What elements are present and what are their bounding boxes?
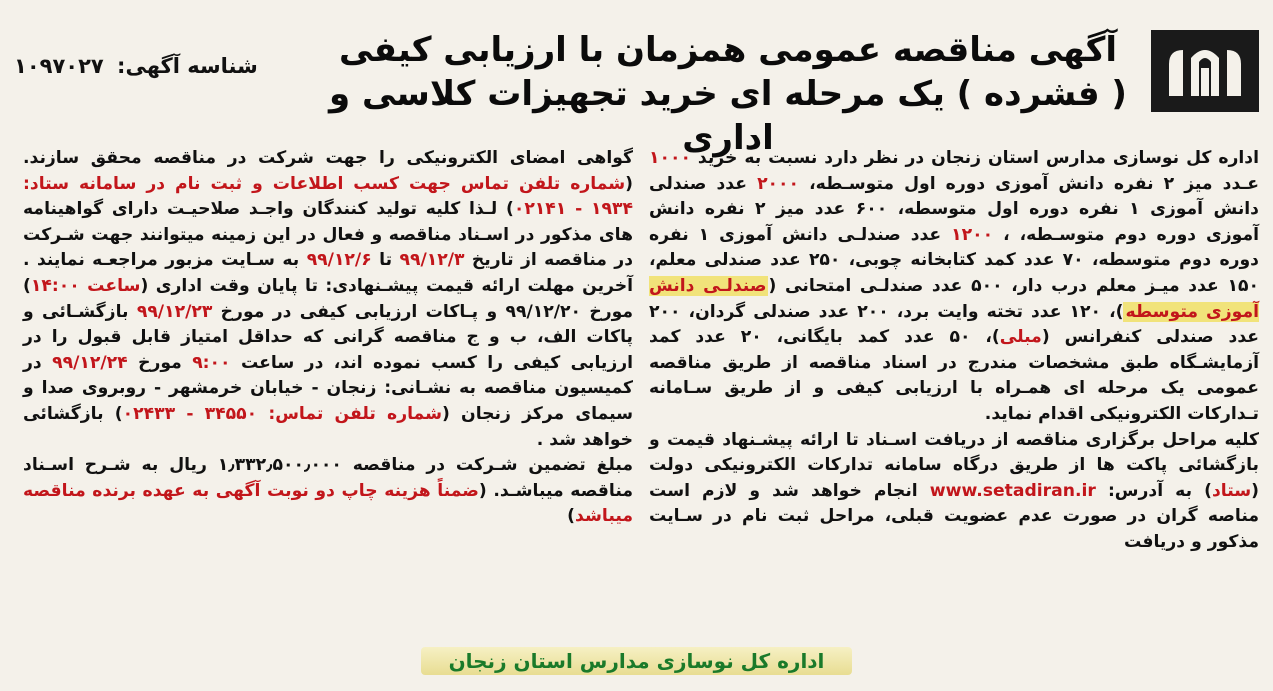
text: اداره کل نوسازی مدارس استان زنجان در نظر دارد نسبت به خرید (697, 148, 1259, 168)
quantity: ۱۰۰۰ (649, 148, 691, 168)
text: انجام خواهد شد و لازم است مناصه گران در صورت عدم عضویت قبلی، مراحل ثبت نام در سـایت مذکور و دریافت (649, 480, 1259, 552)
setad-phone: شماره تلفن تماس جهت کسب اطلاعات و ثبت نام در سامانه ستاد: ۱۹۳۴ - ۰۲۱۴۱ (23, 173, 633, 220)
text: ) به آدرس: (1107, 480, 1212, 501)
text: بازگشـائی و پاکات الف، ب و ج مناقصه گرانی که حداقل امتیاز قابل قبول را در ارزیابی کیفی را کسب نموده اند، در ساعت (23, 301, 634, 373)
contact-phone: شماره تلفن تماس: ۳۴۵۵۰ - ۰۲۴۳۳ (122, 403, 442, 424)
text: ) بازگشائی خواهد شد . (23, 403, 633, 450)
title-line-1: آگهی مناقصه عمومی همزمان با ارزیابی کیفی (338, 30, 1118, 70)
text: عدد صندلی دانش آموزی ۱ نفره دوره اول متوسطه، ۶۰۰ عدد میز ۲ نفره دانش آموزی دوره دوم متوسـطه، ، (649, 173, 1259, 245)
date: ۹۹/۱۲/۲۴ (52, 352, 128, 373)
text: )، ۱۲۰ عدد تخته وایت برد، ۲۰۰ عدد صندلی گردان، ۲۰۰ عدد صندلی کنفرانس ( (649, 301, 1259, 348)
footer-organization: اداره کل نوسازی مدارس استان زنجان (421, 647, 853, 675)
date: ۹۹/۱۲/۳ (399, 250, 465, 271)
text: گواهی امضای الکترونیکی را جهت شرکت در مناقصه محقق سازند. ( (23, 148, 633, 194)
setad-url-link[interactable]: www.setadiran.ir (929, 480, 1096, 501)
title-line-2: ( فشرده ) یک مرحله ای خرید تجهیزات کلاسی و اداری (329, 74, 1127, 158)
body-right-column (649, 146, 1259, 556)
text: کلیه مراحل برگزاری مناقصه از دریافت اسـناد تا ارائه پیشـنهاد قیمت و بازگشائی پاکت ها از طریق درگاه سامانه تدارکات الکترونیکی دولت ( (649, 429, 1260, 501)
text: عدد صندلـی دانش آموزی ۱ نفره دوره دوم متوسطه، ۷۰ عدد کمد کتابخانه چوبی، ۲۵۰ عدد صندلی معلم، ۱۵۰ عدد میـز معلم درب دار، ۵۰۰ عدد صندلـی امتحانی ( (649, 224, 1259, 296)
highlight-text: صندلـی دانش آموزی متوسطه (649, 275, 1259, 322)
text: ) لـذا کلیه تولید کنندگان واجـد صلاحیـت دارای گواهینامه های مذکور در اسـناد مناقصه و فعال در این زمینه میتوانند جهت شـرکت در مناقصه از تاریخ (23, 199, 634, 271)
date: ۹۹/۱۲/۶ (306, 250, 372, 271)
body-left-column (23, 146, 633, 530)
text: مورخ (138, 352, 182, 373)
text: ) مورخ ۹۹/۱۲/۲۰ و پـاکات ارزیابی کیفی در مورخ (23, 275, 634, 322)
text: در کمیسیون مناقصه به نشـانی: زنجان - خیابان خرمشهر - روبروی صدا و سیمای مرکز زنجان ( (23, 352, 633, 424)
text: به سـایت مزبور مراجعـه نمایند . آخرین مهلت ارائه قیمت پیشـنهادی: تا پایان وقت اداری ( (23, 250, 633, 296)
quantity: ۱۲۰۰ (951, 224, 994, 245)
ad-id-value: ۱۰۹۷۰۲۷ (14, 54, 104, 78)
highlight-text: مبلی (999, 327, 1042, 348)
footer (0, 647, 1273, 681)
text: تا (379, 250, 393, 271)
setad-label: ستاد (1211, 480, 1252, 501)
opening-time: ۹:۰۰ (192, 352, 231, 373)
deadline-time: ساعت ۱۴:۰۰ (30, 275, 141, 296)
ad-identifier (14, 54, 258, 78)
text: عـدد میز ۲ نفره دانش آموزی دوره اول متوسـطه، (809, 173, 1260, 194)
text: )، ۵۰ عدد کمد بایگانی، ۲۰ عدد کمد آزمایشـگاه طبق مشخصات مندرج در اسناد مناقصه از طریق مناقصه عمومی یک مرحله ای همـراه با ارزیابی کیفی و از طریق سـامانه تـدارکات الکترونیکی اقدام نماید. (649, 327, 1259, 424)
ad-id-label: شناسه آگهی: (117, 54, 258, 78)
quantity: ۲۰۰۰ (757, 173, 800, 194)
cost-note: ضمناً هزینه چاپ دو نوبت آگهی به عهده برنده مناقصه میباشد (23, 480, 633, 527)
organization-logo-icon (1151, 30, 1259, 112)
text: ) (567, 506, 576, 527)
date: ۹۹/۱۲/۲۳ (136, 301, 213, 322)
text: مبلغ تضمین شـرکت در مناقصه ۱٫۳۳۲٫۵۰۰٫۰۰۰ ریال به شـرح اسـناد مناقصه میباشـد. ( (23, 455, 634, 501)
ad-title (323, 28, 1133, 160)
